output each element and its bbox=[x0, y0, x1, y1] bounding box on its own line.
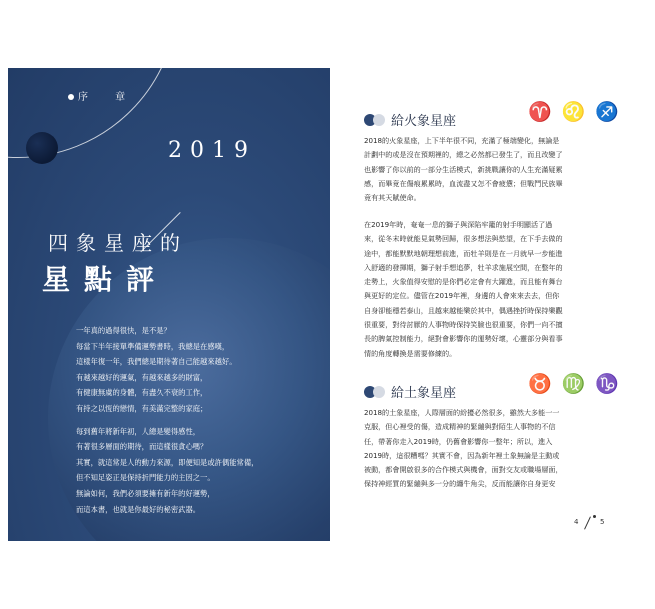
earth-zodiac-icons: ♉ ♍ ♑ bbox=[528, 373, 622, 395]
text-line: 2018的火象星座，上下半年很不同，充滿了極端變化，無論是 bbox=[364, 136, 560, 145]
text-line: 情的角度轉換是需要修練的。 bbox=[364, 348, 457, 358]
orbit-dot bbox=[68, 94, 74, 100]
poem-line: 有著很多層面的期待，而這樣很貪心嗎？ bbox=[76, 442, 208, 452]
fire-section-heading bbox=[364, 110, 456, 129]
page-dot bbox=[593, 515, 596, 518]
text-line: 自身卻能穩若泰山，且越來越能樂於其中，偶遇挫折時保持樂觀 bbox=[364, 305, 563, 315]
poem-line: 這樣年復一年，我們總是期待著自己能越來越好。 bbox=[76, 357, 237, 367]
earth-section-title: 給土象星座 bbox=[391, 386, 457, 401]
earth-paragraph-1 bbox=[364, 406, 616, 492]
moon-phase-icon bbox=[364, 386, 385, 398]
poem-line: 每到舊年將新年初，人總是變得感性， bbox=[76, 426, 201, 436]
page-number-right: 5 bbox=[600, 518, 605, 526]
page-number-left: 4 bbox=[574, 518, 579, 526]
poem-line: 有越來越好的運氣，有越來越多的財富， bbox=[76, 372, 208, 382]
text-line: 竟有其天賦使命。 bbox=[364, 193, 421, 203]
text-line: 很重要，對待討厭的人事物時保持笑臉也很重要，你們一向不擅 bbox=[364, 320, 563, 330]
text-line: 在2019年時，奄奄一息的獅子與深陷牢籠的射手明顯活了過 bbox=[364, 220, 553, 229]
text-line: 感，而畢竟在傷痕累累時，血流盡又怎不會疲憊；但戰鬥民族畢 bbox=[364, 178, 563, 188]
poem-line: 但不知足姿正是保持折門能力的主因之一。 bbox=[76, 473, 215, 483]
text-line: 2018的土象星座，人際層面的紛擾必然很多，雖然大多能一一 bbox=[364, 408, 560, 417]
left-page bbox=[8, 68, 330, 541]
text-line: 途中，都能默默地朝理想前進，而牡羊則是在一月就早一步能進 bbox=[364, 248, 563, 258]
poem-line: 每當下半年接單準備運勢書時，我總是在感嘆， bbox=[76, 341, 230, 351]
section-label: 序 章 bbox=[78, 92, 138, 103]
text-line: 任，帶著你走入2019時，仍舊會影響你一整年；所以，進入 bbox=[364, 436, 553, 446]
text-line: 來，從冬末時就能見氣勢回歸，很多想法與慾望，在下手去做的 bbox=[364, 234, 563, 244]
text-line: 與更好的定位。儘管在2019年裡，身邊的人會來來去去，但你 bbox=[364, 291, 560, 301]
fire-zodiac-icons: ♈ ♌ ♐ bbox=[528, 101, 622, 123]
text-line: 入舒適的發揮期，獅子射手想追夢，牡羊求施展空間，在整年的 bbox=[364, 262, 563, 272]
intro-poem bbox=[76, 323, 258, 517]
poem-line: 無論如何，我們必須要擁有新年的好運勢， bbox=[76, 488, 215, 498]
text-line: 2019時，這很糟嗎？其實不會，因為新年裡土象無論是主動或 bbox=[364, 450, 560, 460]
text-line: 被動，都會開啟很多的合作模式與機會，面對交友或職場層面， bbox=[364, 465, 563, 475]
poem-line: 有持之以恆的戀情，有美滿完整的家庭； bbox=[76, 403, 208, 413]
text-line: 也影響了你以前的一部分生活模式，新挑戰讓你的人生充滿疑累 bbox=[364, 164, 563, 174]
text-line: 克服，但心裡受的傷，造成精神的緊繃與對陌生人事物的不信 bbox=[364, 422, 556, 432]
right-page bbox=[330, 68, 647, 541]
moon-phase-icon bbox=[364, 114, 385, 126]
text-line: 長的脾氣控制能力，絕對會影響你的運勢好壞，心靈部分與看事 bbox=[364, 334, 563, 344]
title-line-1: 四象星座的 bbox=[48, 231, 188, 255]
year-heading: 2019 bbox=[168, 138, 256, 163]
text-line: 保持神經質的緊繃與多一分的纏牛角尖，反而能讓你自身更安 bbox=[364, 479, 556, 489]
title-line-2: 星點評 bbox=[42, 263, 169, 296]
poem-line: 一年真的過得很快，是不是？ bbox=[76, 326, 171, 335]
fire-paragraph-1 bbox=[364, 134, 616, 205]
text-line: 走勢上，火象值得安慰的是你們必定會有大躍進，而且能有舞台 bbox=[364, 277, 563, 287]
moon-graphic bbox=[26, 132, 58, 164]
fire-paragraph-2 bbox=[364, 218, 616, 361]
text-line: 計劃中的或是沒在預期裡的，總之必然都已發生了，而且改變了 bbox=[364, 150, 563, 160]
fire-section-title: 給火象星座 bbox=[391, 114, 457, 129]
page-separator bbox=[584, 516, 591, 529]
poem-line: 有健康無虞的身體，有盡久不衰的工作， bbox=[76, 388, 208, 398]
earth-section-heading bbox=[364, 382, 456, 401]
poem-line: 其實，就這常是人的動力來源，即便知是或許偶能常備， bbox=[76, 457, 259, 467]
poem-line: 而這本書，也就是你最好的秘密武器。 bbox=[76, 504, 201, 514]
